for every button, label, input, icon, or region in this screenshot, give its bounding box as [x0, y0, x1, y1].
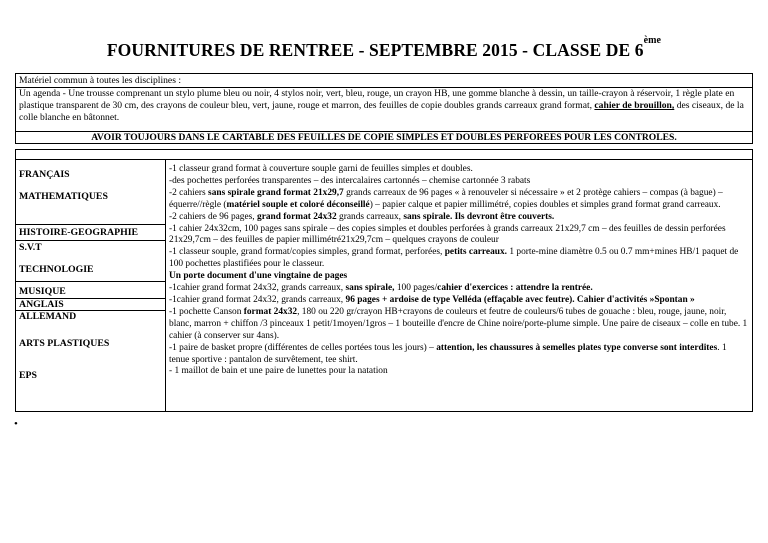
francais-line-2: -des pochettes perforées transparentes – des intercalaires cartonnés – chemise cartonnée 3 rabats [169, 175, 531, 186]
table-top-band [16, 150, 752, 160]
subject-technologie: TECHNOLOGIE [19, 264, 94, 275]
subject-arts-plastiques: ARTS PLASTIQUES [19, 338, 110, 349]
allemand-text: -1cahier grand format 24x32, grands carreaux, 96 pages + ardoise de type Velléda (effaçable avec feutre). Cahier d'activités »Spontan » [169, 294, 695, 305]
subject-francais: FRANÇAIS [19, 169, 70, 180]
subject-musique: MUSIQUE [19, 286, 66, 297]
francais-line-1: -1 classeur grand format à couverture souple garni de feuilles simples et doubles. [169, 164, 473, 174]
supplies-content [169, 164, 749, 378]
common-supplies-text: Un agenda - Une trousse comprenant un stylo plume bleu ou noir, 4 stylos noir, vert, bleu, rouge, un crayon HB, une gomme blanche à dessin, un taille-crayon à réservoir, 1 règle plate en plastique transparent de 30 cm, des crayons de couleur bleu, vert, jaune, rouge et marron, des feuilles de copie doubles grands carreaux grand format, cahier de brouillon, des ciseaux, de la colle blanche en bâtonnet. [19, 88, 744, 124]
column-divider [165, 160, 166, 411]
subject-svt: S.V.T [19, 242, 42, 253]
eps-text-2: - 1 maillot de bain et une paire de lunettes pour la natation [169, 366, 388, 377]
maths-text: -2 cahiers sans spirale grand format 21x29,7 grands carreaux de 96 pages « à renouveler si nécessaire » et 2 protège cahiers – compas (à bague) – équerre//règle (matériel souple et coloré déconseillé) – papier calque et papier millimétré, copies doubles et simples grand format grand carreaux. [169, 187, 723, 210]
subject-allemand: ALLEMAND [19, 311, 77, 322]
subject-eps: EPS [19, 370, 37, 381]
subject-anglais: ANGLAIS [19, 299, 64, 310]
page-title: FOURNITURES DE RENTREE - SEPTEMBRE 2015 - CLASSE DE 6ème [106, 35, 662, 60]
common-supplies-box [15, 73, 753, 144]
common-heading: Matériel commun à toutes les disciplines : [16, 75, 752, 88]
subject-mathematiques: MATHEMATIQUES [19, 191, 108, 202]
row-divider [16, 281, 165, 282]
eps-text: -1 paire de basket propre (différentes de celles portées tous les jours) – attention, les chaussures à semelles plates type converse sont interdites. 1 tenue sportive : pantalon de survêtement, tee shirt. [169, 342, 727, 365]
anglais-text: -1cahier grand format 24x32, grands carreaux, sans spirale, 100 pages/cahier d'exercices : attendre la rentrée. [169, 283, 593, 294]
subject-histoire-geographie: HISTOIRE-GEOGRAPHIE [19, 227, 139, 238]
row-divider [16, 240, 165, 241]
musique-text: Un porte document d'une vingtaine de pages [169, 271, 348, 282]
row-divider [16, 224, 165, 225]
title-superscript: ème [643, 35, 662, 46]
subjects-table [15, 149, 753, 412]
warning-line: AVOIR TOUJOURS DANS LE CARTABLE DES FEUILLES DE COPIE SIMPLES ET DOUBLES PERFOREES POUR LES CONTROLES. [16, 131, 752, 144]
techno-text: -1 classeur souple, grand format/copies simples, grand format, perforées, petits carreaux. 1 porte-mine diamètre 0.5 ou 0.7 mm+mines HB/1 paquet de 100 pochettes plastifiées pour le classeur. [169, 247, 739, 270]
hg-text: -2 cahiers de 96 pages, grand format 24x32 grands carreaux, sans spirale. Ils devront être couverts. [169, 211, 555, 222]
list-bullet: • [14, 418, 18, 430]
arts-text: -1 pochette Canson format 24x32, 180 ou 220 gr/crayon HB+crayons de couleurs et feutre de couleurs/6 tubes de gouache : bleu, rouge, jaune, noir, blanc, marron + chiffon /3 pinceaux 1 petit/1moyen/1gros – 1 bouteille d'encre de Chine noire/porte-plume simple. Une paire de ciseaux – colle en tube. 1 cahier (à conserver sur 4ans). [169, 306, 748, 341]
svt-text: -1 cahier 24x32cm, 100 pages sans spirale – des copies simples et doubles perforées à grands carreaux 21x29,7 cm – des feuilles de dessin perforées 21x29,7cm – des feuilles de papier millimétré21x29,7cm – quelques crayons de couleur [169, 223, 726, 246]
